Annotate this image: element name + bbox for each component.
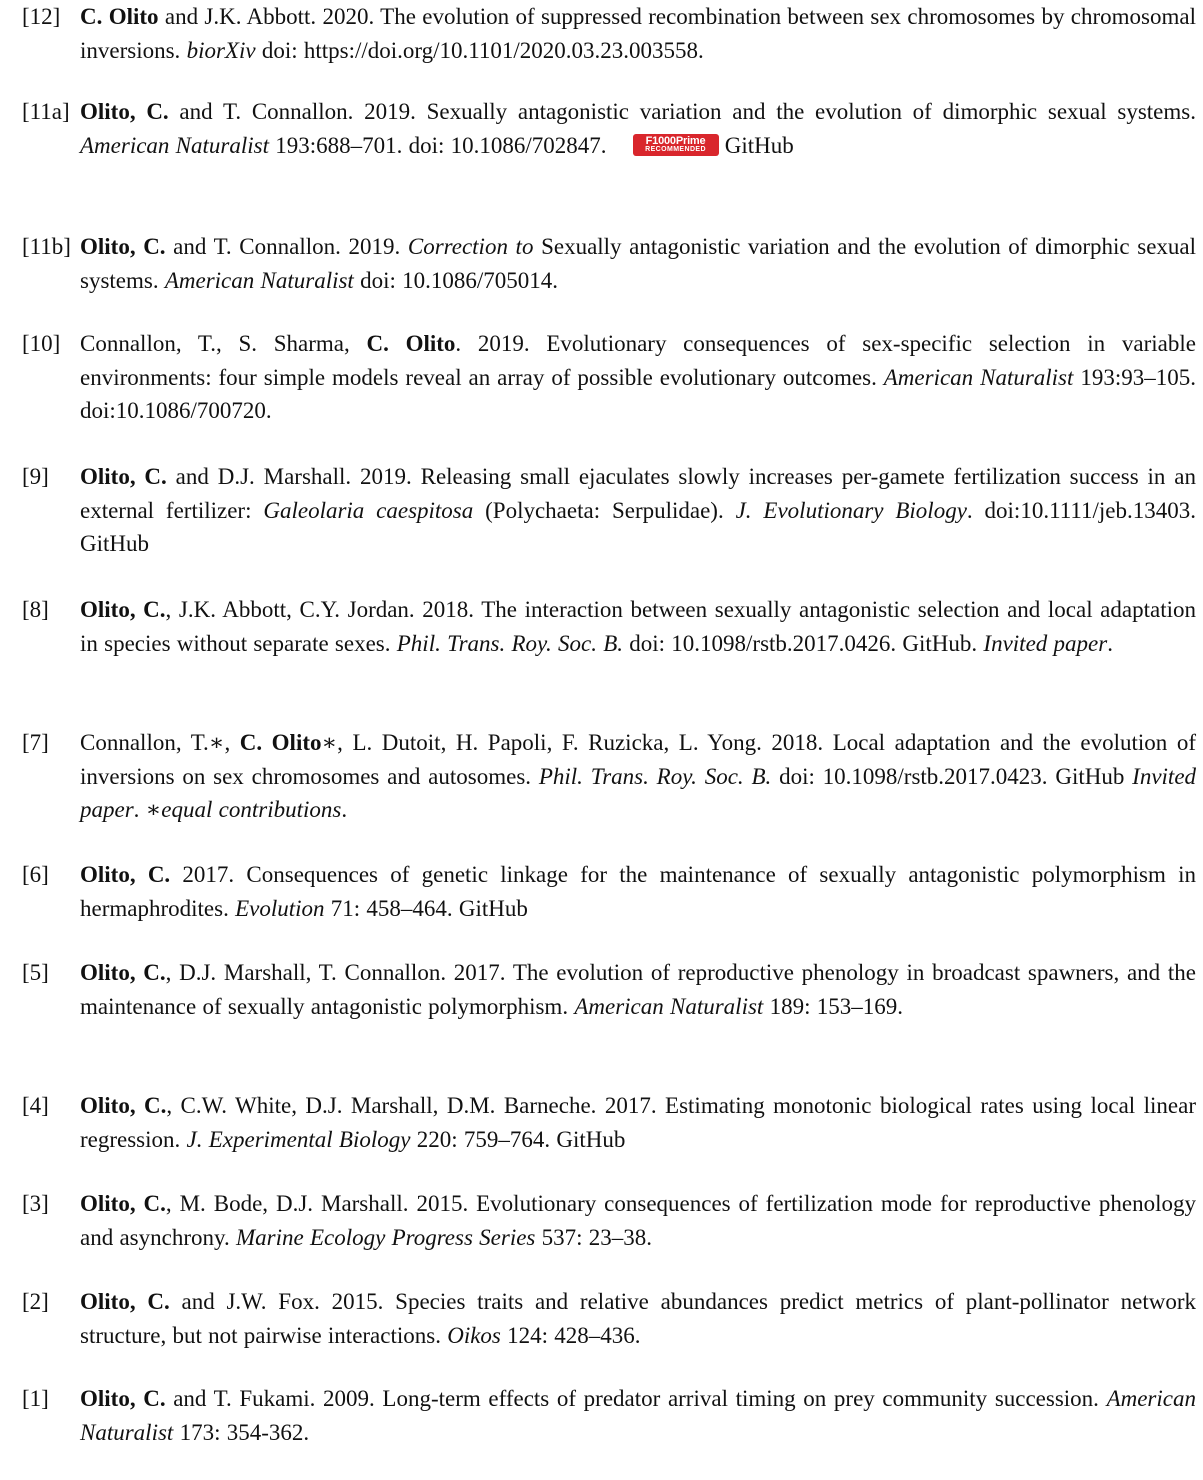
citation-text: ∗, L. Dutoit, H. Papoli, F. Ruzicka, L. Yong. 2018. Local adaptation and the evolution of inversions on sex chromosomes and autosomes.: [80, 730, 1196, 789]
publication-number: [4]: [22, 1093, 49, 1118]
italic-text: J. Evolutionary Biology: [735, 497, 967, 523]
publication-entry: [22, 1187, 1202, 1285]
citation-text: and T. Connallon. 2019.: [165, 234, 408, 259]
publication-citation: [80, 327, 1196, 428]
publication-entry: [22, 95, 1202, 193]
author-name-bold: C. Olito: [366, 331, 456, 356]
citation-text: 193:93–105. doi:10.1086/700720.: [80, 364, 1196, 423]
citation-text: .: [1107, 630, 1113, 656]
publication-citation: [80, 1285, 1196, 1352]
italic-text: Phil. Trans. Roy. Soc. B.: [396, 630, 623, 656]
github-link[interactable]: GitHub: [1055, 763, 1125, 789]
citation-text: 173: 354-362.: [173, 1419, 310, 1445]
citation-text: .: [971, 630, 984, 656]
publication-entry: [22, 460, 1202, 558]
citation-text: 537: 23–38.: [535, 1224, 653, 1250]
author-name-bold: Olito, C.: [80, 464, 167, 489]
badge-line2: RECOMMENDED: [645, 145, 706, 153]
citation-text: Sexually antagonistic variation and the evolution of dimorphic sexual systems.: [80, 234, 1196, 293]
citation-text: and J.K. Abbott. 2020. The evolution of suppressed recombination between sex chromosomes by chromosomal inversions.: [80, 4, 1196, 63]
citation-text: Connallon, T.∗,: [80, 730, 240, 755]
author-name-bold: Olito, C.: [80, 99, 169, 124]
citation-text: . doi:10.1111/jeb.13403.: [966, 497, 1196, 523]
github-link[interactable]: GitHub: [556, 1126, 626, 1152]
italic-text: Correction to: [407, 234, 534, 259]
citation-text: Connallon, T., S. Sharma,: [80, 331, 367, 356]
publication-number: [8]: [22, 597, 49, 622]
citation-text: [1124, 764, 1132, 789]
italic-text: American Naturalist: [574, 993, 764, 1019]
publication-citation: [80, 956, 1196, 1023]
publication-number: [12]: [22, 4, 61, 29]
publication-citation: [80, 726, 1196, 827]
citation-text: 193:688–701. doi: 10.1086/702847.: [268, 132, 607, 158]
citation-text: doi: 10.1098/rstb.2017.0423.: [771, 763, 1056, 789]
publication-citation: [80, 593, 1196, 660]
github-link[interactable]: GitHub: [458, 895, 528, 921]
italic-text: Evolution: [235, 895, 325, 921]
citation-text: , D.J. Marshall, T. Connallon. 2017. The evolution of reproductive phenology in broadcast spawners, and the maintenance of sexually antagonistic polymorphism.: [80, 960, 1196, 1019]
italic-text: American Naturalist: [80, 1386, 1196, 1445]
citation-text: and T. Connallon. 2019. Sexually antagonistic variation and the evolution of dimorphic sexual systems.: [168, 99, 1196, 124]
citation-text: . 2019. Evolutionary consequences of sex-specific selection in variable environments: four simple models reveal an array of possible evolutionary outcomes.: [80, 331, 1196, 390]
publication-entry: [22, 726, 1202, 824]
citation-text: and D.J. Marshall. 2019. Releasing small ejaculates slowly increases per-gamete fertilization success in an external fertilizer:: [80, 464, 1196, 523]
publication-entry: [22, 1285, 1202, 1383]
author-name-bold: Olito, C.: [80, 1191, 166, 1216]
citation-text: .: [133, 797, 146, 822]
italic-text: Phil. Trans. Roy. Soc. B.: [538, 763, 772, 789]
citation-text: , C.W. White, D.J. Marshall, D.M. Barneche. 2017. Estimating monotonic biological rates using local linear regression.: [80, 1093, 1196, 1152]
author-name-bold: Olito, C.: [80, 1289, 170, 1314]
author-name-bold: Olito, C.: [80, 597, 166, 622]
author-name-bold: Olito, C.: [80, 862, 171, 887]
publication-citation: [80, 1382, 1196, 1449]
italic-text: Marine Ecology Progress Series: [236, 1224, 536, 1250]
publication-number: [10]: [22, 331, 61, 356]
author-name-bold: Olito, C.: [80, 1093, 167, 1118]
citation-text: 71: 458–464.: [324, 895, 459, 921]
publication-citation: [80, 1089, 1196, 1156]
citation-text: doi: 10.1086/705014.: [353, 267, 558, 293]
publication-entry: [22, 858, 1202, 956]
citation-text: 124: 428–436.: [500, 1322, 641, 1348]
publication-number: [9]: [22, 464, 49, 489]
citation-text: doi: 10.1098/rstb.2017.0426.: [623, 630, 903, 656]
citation-text: .: [341, 797, 348, 822]
author-name-bold: C. Olito: [80, 4, 159, 29]
citation-text: and T. Fukami. 2009. Long-term effects of predator arrival timing on prey community succession.: [165, 1386, 1107, 1411]
author-name-bold: Olito, C.: [80, 960, 166, 985]
github-link[interactable]: GitHub: [902, 630, 972, 656]
italic-text: Invited paper: [80, 763, 1197, 822]
italic-text: American Naturalist: [164, 267, 354, 293]
citation-text: and J.W. Fox. 2015. Species traits and relative abundances predict metrics of plant-pollinator network structure, but not pairwise interactions.: [80, 1289, 1196, 1348]
author-name-bold: Olito, C.: [80, 234, 166, 259]
publication-number: [2]: [22, 1289, 49, 1314]
italic-text: Invited paper: [983, 630, 1108, 656]
italic-text: American Naturalist: [80, 132, 269, 158]
citation-text: doi: https://doi.org/10.1101/2020.03.23.003558.: [255, 37, 704, 63]
italic-text: American Naturalist: [883, 364, 1074, 390]
italic-text: J. Experimental Biology: [186, 1126, 411, 1152]
italic-text: Galeolaria caespitosa: [263, 497, 474, 523]
github-link[interactable]: GitHub: [80, 531, 149, 556]
publication-entry: [22, 1382, 1202, 1480]
publication-citation: [80, 1187, 1196, 1254]
publication-citation: [80, 0, 1196, 67]
citation-text: 189: 153–169.: [763, 993, 903, 1019]
publication-number: [1]: [22, 1386, 49, 1411]
publication-entry: [22, 956, 1202, 1054]
publication-citation: [80, 95, 1196, 162]
publication-citation: [80, 460, 1196, 561]
citation-text: 2017. Consequences of genetic linkage for the maintenance of sexually antagonistic polymorphism in hermaphrodites.: [80, 862, 1196, 921]
publication-number: [5]: [22, 960, 49, 985]
publication-citation: [80, 858, 1196, 925]
author-name-bold: Olito, C.: [80, 1386, 166, 1411]
publication-entry: [22, 327, 1202, 425]
publication-entry: [22, 1089, 1202, 1187]
citation-text: 220: 759–764.: [410, 1126, 557, 1152]
publication-number: [3]: [22, 1191, 49, 1216]
publication-number: [11b]: [22, 234, 71, 259]
badge-line1: F1000Prime: [645, 134, 706, 147]
github-link[interactable]: GitHub: [724, 132, 794, 158]
publication-entry: [22, 230, 1202, 328]
publication-number: [11a]: [22, 99, 70, 124]
author-name-bold: C. Olito: [239, 730, 322, 755]
publication-entry: [22, 593, 1202, 691]
publication-number: [7]: [22, 730, 49, 755]
citation-text: (Polychaeta: Serpulidae).: [473, 497, 736, 523]
citation-text: , M. Bode, D.J. Marshall. 2015. Evolutionary consequences of fertilization mode for reproductive phenology and asynchrony.: [80, 1191, 1196, 1250]
italic-text: ∗equal contributions: [145, 797, 342, 822]
publication-number: [6]: [22, 862, 49, 887]
publication-entry: [22, 0, 1202, 98]
italic-text: biorXiv: [186, 37, 256, 63]
citation-text: , J.K. Abbott, C.Y. Jordan. 2018. The interaction between sexually antagonistic selection and local adaptation in species without separate sexes.: [80, 597, 1196, 656]
italic-text: Oikos: [447, 1322, 501, 1348]
publication-citation: [80, 230, 1196, 297]
f1000prime-recommended-badge[interactable]: [633, 134, 719, 156]
